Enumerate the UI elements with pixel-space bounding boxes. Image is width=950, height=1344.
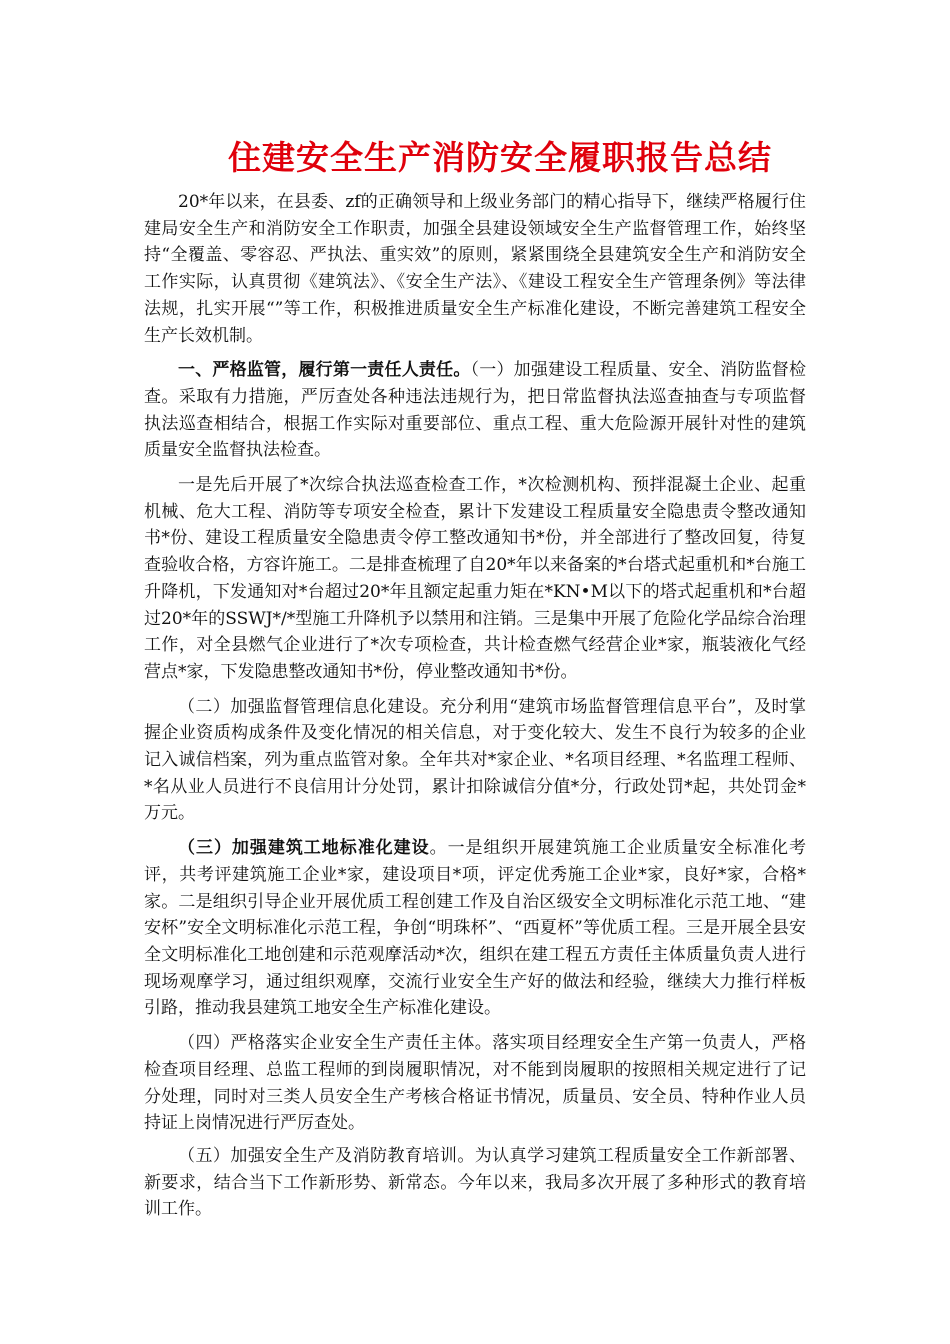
inspections-paragraph: 一是先后开展了*次综合执法巡查检查工作，*次检测机构、预拌混凝土企业、起重机械、危大工程、消防等专项安全检查，累计下发建设工程质量安全隐患责令整改通知书*份、建设工程质量安全隐患责令停工整改通知书*份，并全部进行了整改回复，待复查验收合格，方容许施工。二是排查梳理了自20*年以来备案的*台塔式起重机和*台施工升降机，下发通知对*台超过20*年且额定起重力矩在*KN•M以下的塔式起重机和*台超过20*年的SSWJ*/*型施工升降机予以禁用和注销。三是集中开展了危险化学品综合治理工作，对全县燃气企业进行了*次专项检查，共计检查燃气经营企业*家，瓶装液化气经营点*家，下发隐患整改通知书*份，停业整改通知书*份。 [144,475,806,682]
section-1-text: （一）加强建设工程质量、安全、消防监督检查。采取有力措施，严厉查处各种违法违规行为，把日常监督执法巡查抽查与专项监督执法巡查相结合，根据工作实际对重要部位、重点工程、重大危险源开展针对性的建筑质量安全监督执法检查。 [144,360,807,461]
section-3-text: 。一是组织开展建筑施工企业质量安全标准化考评，共考评建筑施工企业*家，建设项目*项，评定优秀施工企业*家，良好*家，合格*家。二是组织引导企业开展优质工程创建工作及自治区级安全文明标准化示范工地、“建安杯”安全文明标准化示范工程，争创“明珠杯”、“西夏杯”等优质工程。三是开展全县安全文明标准化工地创建和示范观摩活动*次，组织在建工程五方责任主体质量负责人进行现场观摩学习，通过组织观摩，交流行业安全生产好的做法和经验，继续大力推行样板引路，推动我县建筑工地安全生产标准化建设。 [144,838,807,1019]
document-body [144,189,806,1231]
section-3-heading: （三）加强建筑工地标准化建设 [178,838,430,859]
intro-paragraph: 20*年以来，在县委、zf的正确领导和上级业务部门的精心指导下，继续严格履行住建局安全生产和消防安全工作职责，加强全县建设领域安全生产监督管理工作，始终坚持“全覆盖、零容忍、严执法、重实效”的原则，紧紧围绕全县建筑安全生产和消防安全工作实际，认真贯彻《建筑法》、《安全生产法》、《建设工程安全生产管理条例》等法律法规，扎实开展“”等工作，积极推进质量安全生产标准化建设，不断完善建筑工程安全生产长效机制。 [144,192,806,346]
section-1-paragraph [144,357,806,464]
info-platform-paragraph: （二）加强监督管理信息化建设。充分利用“建筑市场监督管理信息平台”，及时掌握企业资质构成条件及变化情况的相关信息，对于变化较大、发生不良行为较多的企业记入诚信档案，列为重点监管对象。全年共对*家企业、*名项目经理、*名监理工程师、*名从业人员进行不良信用计分处罚，累计扣除诚信分值*分，行政处罚*起，共处罚金*万元。 [144,696,806,824]
section-3-paragraph [144,835,806,1022]
training-paragraph: （五）加强安全生产及消防教育培训。为认真学习建筑工程质量安全工作新部署、新要求，结合当下工作新形势、新常态。今年以来，我局多次开展了多种形式的教育培训工作。 [144,1145,806,1220]
responsibility-paragraph: （四）严格落实企业安全生产责任主体。落实项目经理安全生产第一负责人，严格检查项目经理、总监工程师的到岗履职情况，对不能到岗履职的按照相关规定进行了记分处理，同时对三类人员安全生产考核合格证书情况，质量员、安全员、特种作业人员持证上岗情况进行严厉查处。 [144,1033,806,1134]
section-1-heading: 一、严格监管，履行第一责任人责任。 [178,360,471,381]
document-title: 住建安全生产消防安全履职报告总结 [228,138,772,177]
